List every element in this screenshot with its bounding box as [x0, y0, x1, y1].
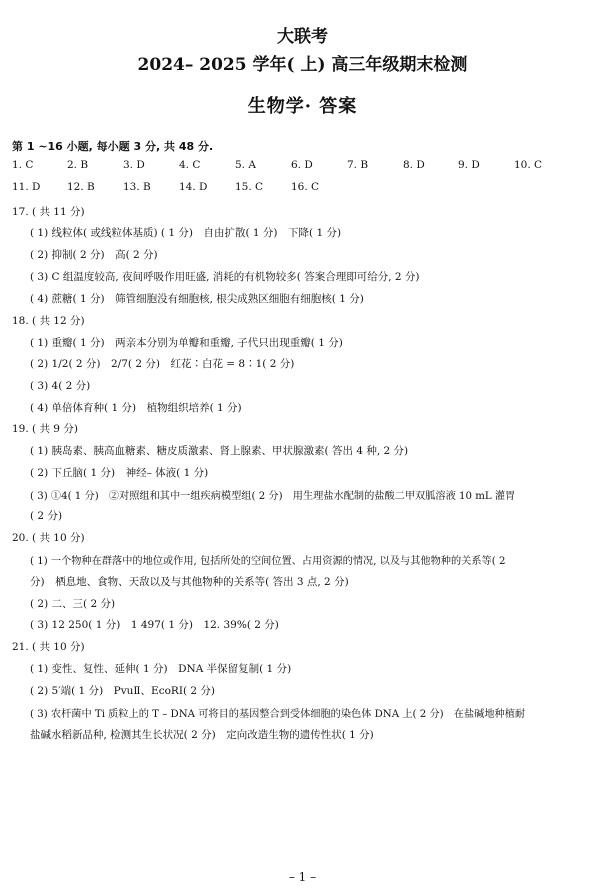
answer-line: ( 2) 二、三( 2 分): [30, 598, 116, 610]
section-heading: 第 1 ~16 小题, 每小题 3 分, 共 48 分.: [12, 140, 214, 153]
org-title: 大联考: [277, 27, 328, 47]
answer-line: ( 1) 一个物种在群落中的地位或作用, 包括所处的空间位置、占用资源的情况, 以及与其他物种的关系等( 2: [30, 556, 506, 567]
answer-line-continued: ( 2 分): [30, 510, 63, 522]
question-20-heading: 20. ( 共 10 分): [12, 532, 85, 544]
question-19-heading: 19. ( 共 9 分): [12, 423, 78, 435]
answer-line: ( 4) 蔗糖( 1 分) 筛管细胞没有细胞核, 根尖成熟区细胞有细胞核( 1 分): [30, 293, 364, 305]
answer-line-continued: 盐碱水稻新品种, 检测其生长状况( 2 分) 定向改造生物的遗传性状( 1 分): [30, 729, 374, 741]
question-18-heading: 18. ( 共 12 分): [12, 315, 85, 327]
answer-line: ( 3) 4( 2 分): [30, 380, 91, 392]
mc-answer: 11. D: [12, 181, 41, 193]
answer-line-continued: 分) 栖息地、食物、天敌以及与其他物种的关系等( 答出 3 点, 2 分): [30, 576, 349, 588]
mc-answer: 14. D: [179, 181, 208, 193]
mc-answer: 12. B: [67, 181, 95, 193]
answer-line: ( 3) 农杆菌中 Ti 质粒上的 T – DNA 可将目的基因整合到受体细胞的染色体 DNA 上( 2 分) 在盐碱地种植耐: [30, 709, 526, 720]
answer-line: ( 1) 线粒体( 或线粒体基质) ( 1 分) 自由扩散( 1 分) 下降( 1 分): [30, 227, 342, 239]
mc-answer: 5. A: [235, 159, 256, 171]
mc-answer: 13. B: [123, 181, 151, 193]
page-number: – 1 –: [288, 870, 317, 884]
answer-line: ( 3) 12 250( 1 分) 1 497( 1 分) 12. 39%( 2 分): [30, 619, 279, 631]
answer-line: ( 1) 胰岛素、胰高血糖素、糖皮质激素、肾上腺素、甲状腺激素( 答出 4 种, 2 分): [30, 445, 409, 457]
answer-line: ( 3) C 组温度较高, 夜间呼吸作用旺盛, 消耗的有机物较多( 答案合理即可给分, 2 分): [30, 271, 420, 283]
answer-line: ( 2) 下丘脑( 1 分) 神经– 体液( 1 分): [30, 467, 209, 479]
mc-answer: 4. C: [179, 159, 201, 171]
question-21-heading: 21. ( 共 10 分): [12, 641, 85, 653]
exam-title: 2024– 2025 学年( 上) 高三年级期末检测: [137, 55, 468, 75]
mc-answer: 16. C: [291, 181, 320, 193]
mc-answer: 3. D: [123, 159, 145, 171]
mc-answer: 9. D: [458, 159, 480, 171]
mc-answer: 15. C: [235, 181, 264, 193]
answer-line: ( 3) ①4( 1 分) ②对照组和其中一组疾病模型组( 2 分) 用生理盐水配制的盐酸二甲双胍溶液 10 mL 灌胃: [30, 491, 516, 502]
answer-line: ( 2) 5′端( 1 分) PvuⅡ、EcoRⅠ( 2 分): [30, 685, 216, 697]
mc-answer: 10. C: [514, 159, 543, 171]
mc-answer: 2. B: [67, 159, 89, 171]
mc-answer: 8. D: [403, 159, 425, 171]
mc-answer: 7. B: [347, 159, 369, 171]
subject-title: 生物学· 答案: [247, 96, 358, 117]
question-17-heading: 17. ( 共 11 分): [12, 206, 85, 218]
answer-line: ( 1) 变性、复性、延伸( 1 分) DNA 半保留复制( 1 分): [30, 663, 292, 675]
answer-line: ( 2) 抑制( 2 分) 高( 2 分): [30, 249, 158, 261]
mc-answer: 6. D: [291, 159, 313, 171]
answer-line: ( 1) 重瓣( 1 分) 两亲本分别为单瓣和重瓣, 子代只出现重瓣( 1 分): [30, 337, 343, 349]
answer-line: ( 4) 单倍体育种( 1 分) 植物组织培养( 1 分): [30, 402, 242, 414]
mc-answer: 1. C: [12, 159, 34, 171]
answer-line: ( 2) 1/2( 2 分) 2/7( 2 分) 红花∶白花 = 8∶1( 2 分): [30, 358, 295, 370]
